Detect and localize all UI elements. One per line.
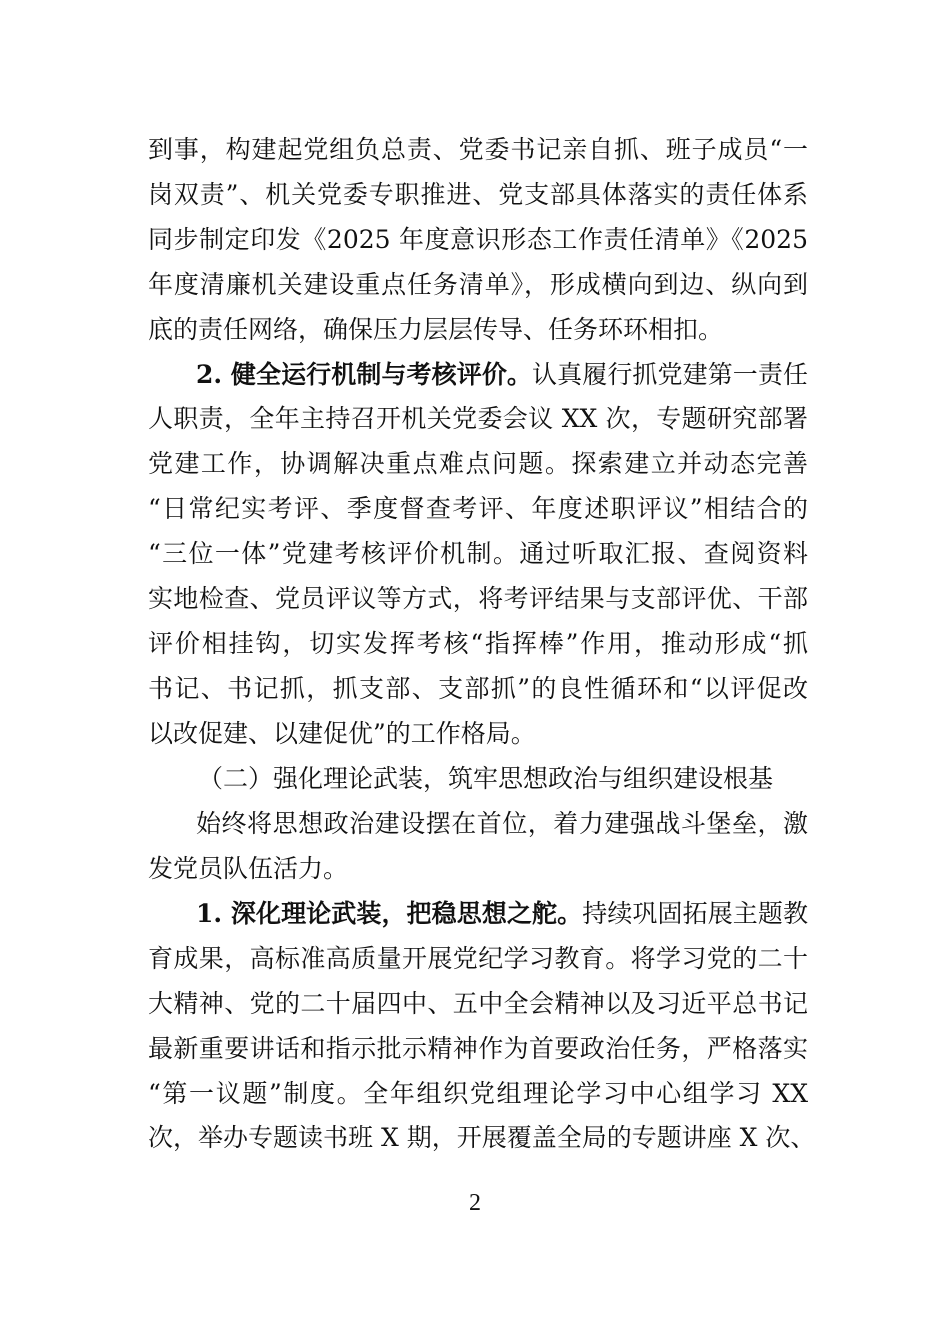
body-line	[148, 937, 808, 981]
text-run: 最新重要讲话和指示批示精神作为首要政治任务，严格落实	[148, 1034, 808, 1063]
text-run: “日常纪实考评、季度督查考评、年度述职评议”相结合的	[148, 494, 808, 523]
text-run: 大精神、党的二十届四中、五中全会精神以及习近平总书记	[148, 989, 808, 1018]
text-run: 人职责，全年主持召开机关党委会议 XX 次，专题研究部署	[148, 404, 808, 433]
text-run: “第一议题”制度。全年组织党组理论学习中心组学习 XX	[148, 1079, 808, 1108]
text-run: 到事，构建起党组负总责、党委书记亲自抓、班子成员“一	[148, 135, 808, 164]
text-run: 党建工作，协调解决重点难点问题。探索建立并动态完善	[148, 449, 808, 478]
body-line	[196, 802, 808, 846]
body-line	[148, 128, 808, 172]
section-heading	[198, 757, 810, 801]
text-run: 书记、书记抓，抓支部、支部抓”的良性循环和“以评促改	[148, 674, 808, 703]
body-line	[148, 622, 808, 666]
subheading-line	[196, 892, 808, 936]
body-line	[148, 263, 808, 307]
body-line	[148, 577, 808, 621]
page-number: 2	[469, 1190, 481, 1216]
body-line	[148, 218, 808, 262]
text-run: 始终将思想政治建设摆在首位，着力建强战斗堡垒，激	[196, 809, 808, 838]
text-run: 底的责任网络，确保压力层层传导、任务环环相扣。	[148, 315, 724, 344]
text-run: “三位一体”党建考核评价机制。通过听取汇报、查阅资料	[148, 539, 808, 568]
text-run: 持续巩固拓展主题教	[582, 899, 808, 928]
text-run: （二）强化理论武装，筑牢思想政治与组织建设根基	[198, 764, 774, 793]
subheading-run: 2. 健全运行机制与考核评价。	[196, 360, 533, 389]
body-line	[148, 532, 808, 576]
body-line	[148, 847, 808, 891]
body-line	[148, 1027, 808, 1071]
text-run: 次，举办专题读书班 X 期，开展覆盖全局的专题讲座 X 次、	[148, 1123, 816, 1152]
text-run: 年度清廉机关建设重点任务清单》，形成横向到边、纵向到	[148, 270, 808, 299]
body-line	[148, 667, 808, 711]
text-run: 实地检查、党员评议等方式，将考评结果与支部评优、干部	[148, 584, 808, 613]
text-run: 以改促建、以建促优”的工作格局。	[148, 719, 536, 748]
body-line	[148, 1116, 816, 1160]
body-line	[148, 308, 808, 352]
body-line	[148, 397, 808, 441]
text-run: 认真履行抓党建第一责任	[532, 360, 808, 389]
text-run: 育成果，高标准高质量开展党纪学习教育。将学习党的二十	[148, 944, 808, 973]
text-run: 同步制定印发《2025 年度意识形态工作责任清单》《2025	[148, 225, 808, 254]
body-line	[148, 1072, 808, 1116]
text-run: 评价相挂钩，切实发挥考核“指挥棒”作用，推动形成“抓	[148, 629, 808, 658]
body-line	[148, 442, 808, 486]
body-line	[148, 173, 808, 217]
subheading-run: 1. 深化理论武装，把稳思想之舵。	[196, 899, 583, 928]
body-line	[148, 982, 808, 1026]
subheading-line	[196, 353, 808, 397]
body-line	[148, 712, 808, 756]
body-line	[148, 487, 808, 531]
text-run: 岗双责”、机关党委专职推进、党支部具体落实的责任体系	[148, 180, 808, 209]
text-run: 发党员队伍活力。	[148, 854, 349, 883]
